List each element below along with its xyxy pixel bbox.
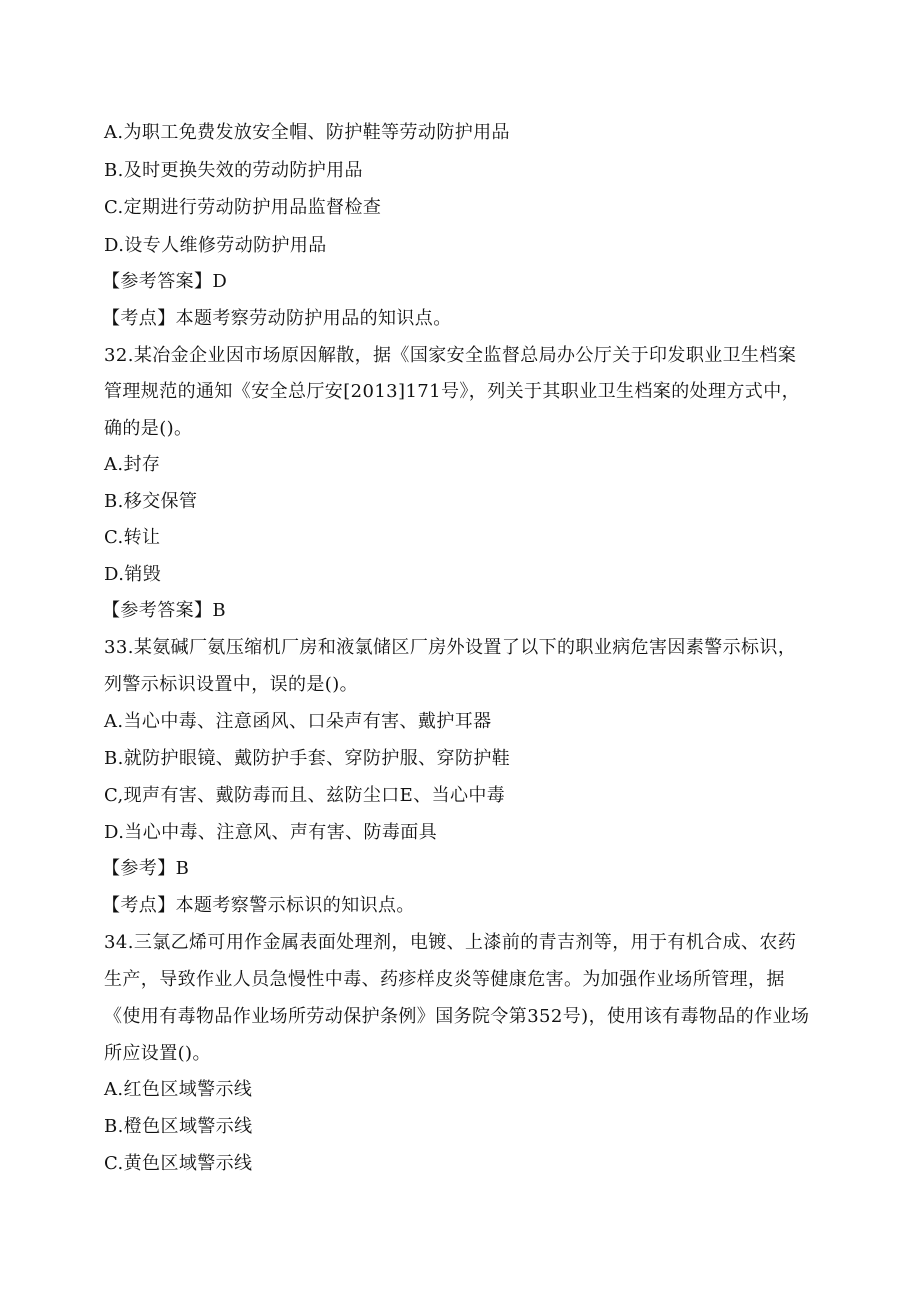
question-34-line-4: 所应设置()。 [104, 1043, 211, 1064]
option-c-q33: C,现声有害、戴防毒而且、兹防尘口E、当心中毒 [104, 785, 506, 806]
option-d-q31: D.设专人维修劳动防护用品 [104, 235, 327, 256]
option-a-q32: A.封存 [104, 454, 161, 475]
key-point-q31: 【考点】本题考察劳动防护用品的知识点。 [102, 308, 452, 329]
option-d-q33: D.当心中毒、注意风、声有害、防毒面具 [104, 822, 438, 843]
option-a-q33: A.当心中毒、注意函风、口朵声有害、戴护耳器 [104, 711, 492, 732]
question-34-line-3: 《使用有毒物品作业场所劳动保护条例》国务院令第352号)，使用该有毒物品的作业场 [104, 1006, 810, 1027]
option-c-q34: C.黄色区域警示线 [104, 1153, 253, 1174]
question-33-line-1: 33.某氨碱厂氨压缩机厂房和液氯储区厂房外设置了以下的职业病危害因素警示标识， [104, 637, 797, 658]
question-34-line-1: 34.三氯乙烯可用作金属表面处理剂，电镀、上漆前的青吉剂等，用于有机合成、农药 [104, 932, 797, 953]
option-b-q31: B.及时更换失效的劳动防护用品 [104, 160, 363, 181]
question-32-line-1: 32.某冶金企业因市场原因解散，据《国家安全监督总局办公厅关于印发职业卫生档案 [104, 345, 797, 366]
option-c-q31: C.定期进行劳动防护用品监督检查 [104, 197, 382, 218]
option-c-q32: C.转让 [104, 527, 161, 548]
answer-q31: 【参考答案】D [102, 271, 228, 292]
option-b-q32: B.移交保管 [104, 491, 198, 512]
option-b-q33: B.就防护眼镜、戴防护手套、穿防护服、穿防护鞋 [104, 748, 511, 769]
option-b-q34: B.橙色区域警示线 [104, 1116, 253, 1137]
option-a-q31: A.为职工免费发放安全帽、防护鞋等劳动防护用品 [104, 122, 510, 143]
answer-q32: 【参考答案】B [102, 600, 227, 621]
question-34-line-2: 生产，导致作业人员急慢性中毒、药疹样皮炎等健康危害。为加强作业场所管理，据 [104, 969, 785, 990]
answer-q33: 【参考】B [102, 858, 190, 879]
question-33-line-2: 列警示标识设置中，误的是()。 [104, 674, 359, 695]
option-d-q32: D.销毁 [104, 564, 162, 585]
question-32-line-3: 确的是()。 [104, 418, 193, 439]
question-32-line-2: 管理规范的通知《安全总厅安[2013]171号》，列关于其职业卫生档案的处理方式中， [104, 381, 801, 402]
option-a-q34: A.红色区域警示线 [104, 1079, 253, 1100]
key-point-q33: 【考点】本题考察警示标识的知识点。 [102, 895, 415, 916]
